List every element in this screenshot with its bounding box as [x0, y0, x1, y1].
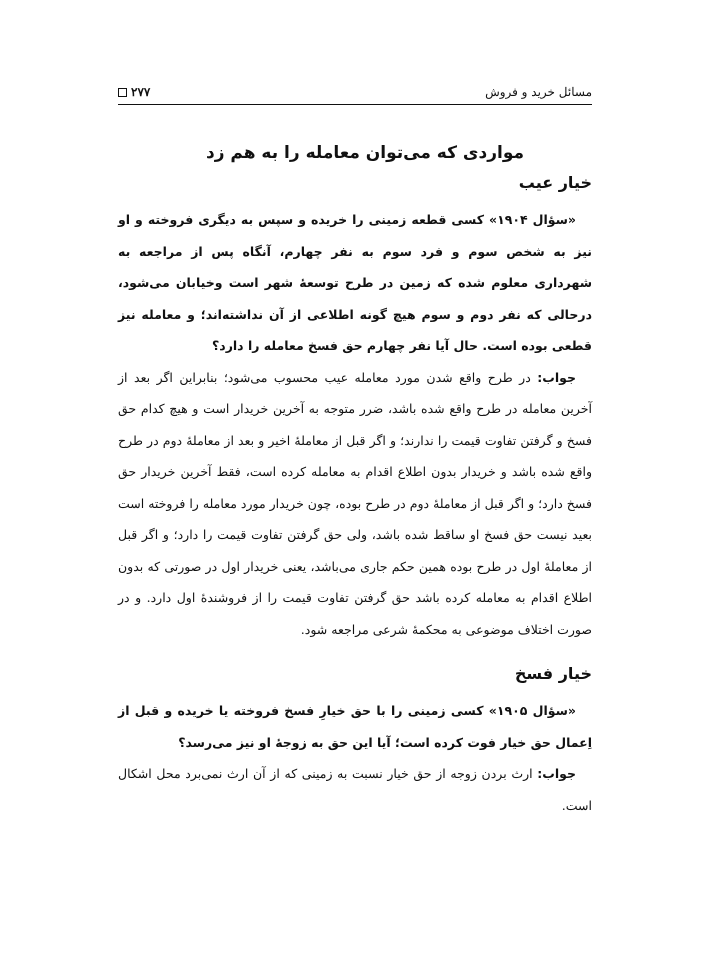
question-1904	[118, 204, 592, 362]
square-box-icon	[118, 88, 127, 97]
answer-text: ارث بردن زوجه از حق خیار نسبت به زمینی که از آن ارث نمی‌برد محل اشکال است.	[118, 766, 592, 813]
header-rule	[118, 104, 592, 105]
answer-text: در طرح واقع شدن مورد معامله عیب محسوب می‌شود؛ بنابراین اگر بعد از آخرین معامله در طرح واقع شده باشد، ضرر متوجه به آخرین خریدار است و هیچ کدام حق فسخ و گرفتن تفاوت قیمت را ندارند؛ و اگر قبل از معاملهٔ اخیر و بعد از معاملهٔ دوم در طرح واقع شده باشد و خریدار بدون اطلاع اقدام به معامله کرده است، فقط آخرین خریدار حق فسخ دارد؛ و اگر قبل از معاملهٔ دوم در طرح بوده، چون خریدار مورد معامله را فروخته است بعید نیست حق فسخ او ساقط شده باشد، ولی حق گرفتن تفاوت قیمت را دارد؛ و اگر قبل از معاملهٔ اول در طرح بوده همین حکم جاری می‌باشد، یعنی خریدار اول در صورتی که بدون اطلاع اقدام به معامله کرده باشد حق گرفتن تفاوت قیمت را از فروشندهٔ اول دارد. و در صورت اختلاف موضوعی به محکمهٔ شرعی مراجعه شود.	[118, 369, 592, 637]
page-body	[118, 138, 592, 821]
answer-label: جواب:	[537, 766, 576, 781]
question-text: کسی قطعه زمینی را خریده و سپس به دیگری فروخته و او نیز به شخص سوم و فرد سوم به نفر چهارم، آنگاه پس از مراجعه به شهرداری معلوم شده که زمین در طرح توسعهٔ شهر است وخیابان می‌شود، درحالی که نفر دوم و سوم هیچ گونه اطلاعی از آن نداشته‌اند؛ و معامله نیز قطعی بوده است. حال آیا نفر چهارم حق فسخ معامله را دارد؟	[118, 212, 592, 353]
page-title: مواردی که می‌توان معامله را به هم زد	[205, 143, 525, 163]
question-text: کسی زمینی را با حق خیارِ فسخ فروخته یا خریده و قبل از اِعمال حق خیار فوت کرده است؛ آیا این حق به زوجهٔ او نیز می‌رسد؟	[118, 703, 592, 750]
running-title: مسائل خرید و فروش	[485, 85, 592, 99]
section-heading-defect-option: خیار عیب	[518, 173, 592, 192]
question-label: «سؤال ۱۹۰۴»	[489, 212, 576, 227]
question-label: «سؤال ۱۹۰۵»	[488, 703, 576, 718]
running-header	[118, 82, 592, 102]
answer-1904	[118, 362, 592, 646]
answer-1905	[118, 758, 592, 821]
question-1905	[118, 695, 592, 758]
page-number-block	[118, 82, 150, 102]
page-number: ۲۷۷	[131, 85, 151, 99]
answer-label: جواب:	[537, 369, 576, 385]
section-heading-rescission-option: خیار فسخ	[514, 664, 592, 683]
